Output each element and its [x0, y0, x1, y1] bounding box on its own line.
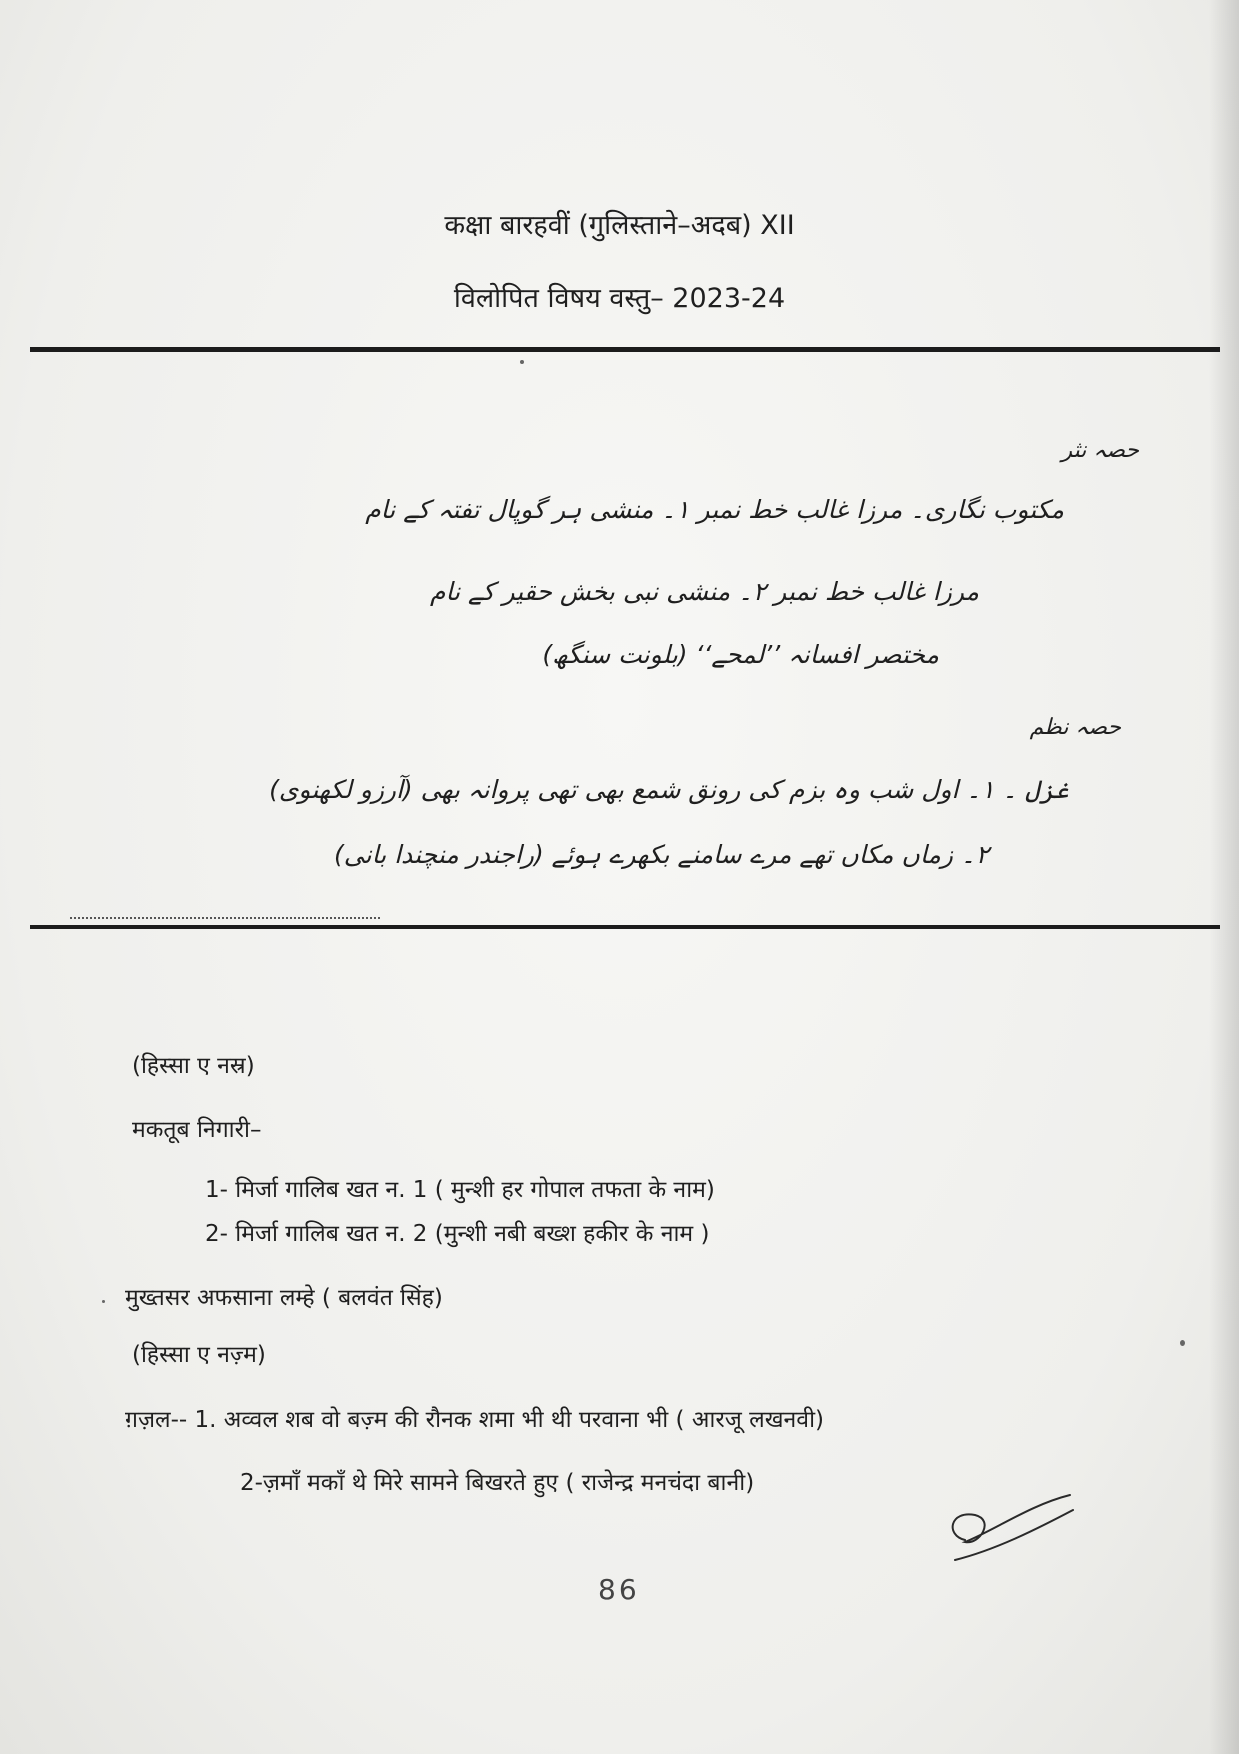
- urdu-line-short-story: مختصر افسانہ ’’لمحے‘‘ (بلونت سنگھ): [542, 640, 939, 669]
- top-divider: [30, 347, 1220, 352]
- hindi-poetry-heading: (हिस्सा ए नज़्म): [132, 1342, 266, 1368]
- maktub-label: मकतूब निगारी–: [132, 1117, 262, 1143]
- hindi-prose-heading: (हिस्सा ए नस्र): [132, 1053, 255, 1079]
- ghazal-item-1: ग़ज़ल-- 1. अव्वल शब वो बज़्म की रौनक शमा भी थी परवाना भी ( आरजू लखनवी): [125, 1407, 824, 1433]
- signature: [935, 1480, 1075, 1570]
- deleted-content-title: विलोपित विषय वस्तु– 2023-24: [453, 283, 786, 314]
- urdu-line-ghazal-1: غزل ۔ ۱۔ اول شب وہ بزم کی رونق شمع بھی تھی پروانہ بھی (آرزو لکھنوی): [269, 775, 1069, 804]
- urdu-line-letter-1: مکتوب نگاری۔ مرزا غالب خط نمبر ۱۔ منشی ہر گوپال تفتہ کے نام: [365, 495, 1064, 524]
- dotted-rule: [70, 917, 380, 919]
- urdu-prose-heading: حصہ نثر: [1061, 438, 1139, 463]
- scan-speck: [102, 1300, 105, 1303]
- scan-speck: [1180, 1340, 1185, 1346]
- scan-shadow-edge: [1209, 0, 1239, 1754]
- short-story-line: मुख्तसर अफसाना लम्हे ( बलवंत सिंह): [125, 1285, 443, 1311]
- urdu-poetry-heading: حصہ نظم: [1029, 715, 1121, 740]
- urdu-line-letter-2: مرزا غالب خط نمبر ۲۔ منشی نبی بخش حقیر کے نام: [430, 577, 979, 606]
- letter-item-1: 1- मिर्जा गालिब खत न. 1 ( मुन्शी हर गोपाल तफता के नाम): [205, 1177, 715, 1203]
- bottom-divider: [30, 925, 1220, 929]
- page-number: 86: [598, 1573, 640, 1606]
- letter-item-2: 2- मिर्जा गालिब खत न. 2 (मुन्शी नबी बख्श हकीर के नाम ): [205, 1221, 710, 1247]
- class-title: कक्षा बारहवीं (गुलिस्ताने–अदब) XII: [444, 210, 795, 241]
- urdu-line-ghazal-2: ۲۔ زماں مکاں تھے مرے سامنے بکھرے ہوئے (راجندر منچندا بانی): [334, 840, 989, 869]
- scan-speck: [520, 360, 524, 364]
- ghazal-item-2: 2-ज़मॉं मकॉं थे मिरे सामने बिखरते हुए ( राजेन्द्र मनचंदा बानी): [240, 1470, 755, 1496]
